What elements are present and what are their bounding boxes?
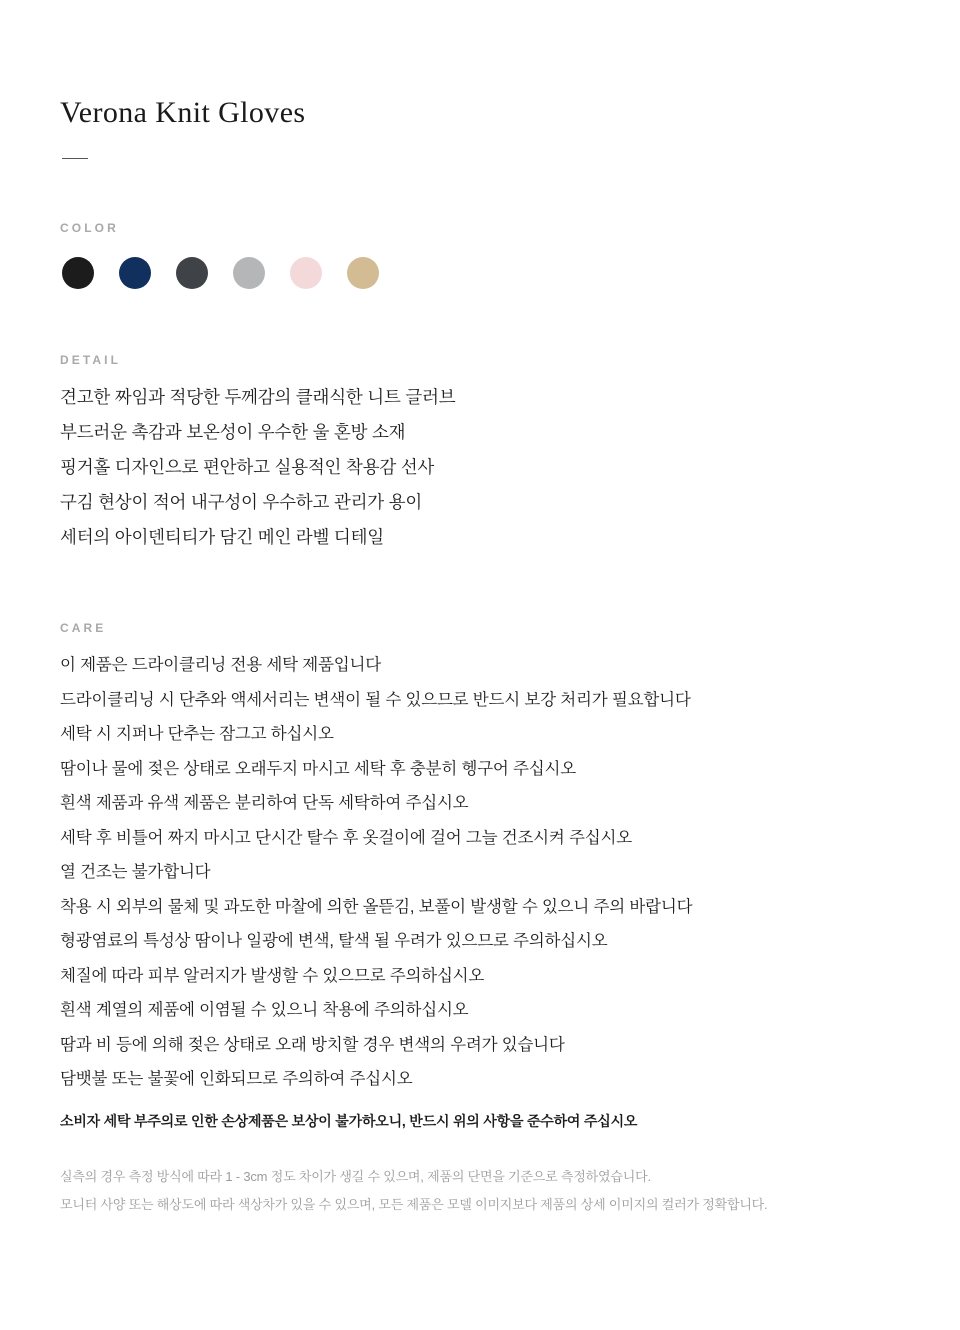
list-item: 땀이나 물에 젖은 상태로 오래두지 마시고 세탁 후 충분히 헹구어 주십시오 — [60, 759, 577, 778]
list-item: 핑거홀 디자인으로 편안하고 실용적인 착용감 선사 — [60, 457, 435, 477]
color-swatch-pale-pink[interactable] — [290, 257, 322, 289]
care-section — [60, 621, 900, 1131]
list-item: 견고한 짜임과 적당한 두께감의 클래식한 니트 글러브 — [60, 387, 456, 407]
list-item: 착용 시 외부의 물체 및 과도한 마찰에 의한 올뜯김, 보풀이 발생할 수 있으니 주의 바랍니다 — [60, 897, 693, 916]
care-section-label: CARE — [60, 621, 107, 635]
footnote-measurement: 실측의 경우 측정 방식에 따라 1 - 3cm 정도 차이가 생길 수 있으며, 제품의 단면을 기준으로 측정하였습니다. — [60, 1168, 651, 1184]
color-swatch-light-gray[interactable] — [233, 257, 265, 289]
detail-section — [60, 353, 900, 555]
list-item: 드라이클리닝 시 단추와 액세서리는 변색이 될 수 있으므로 반드시 보강 처리가 필요합니다 — [60, 690, 691, 709]
color-swatch-charcoal[interactable] — [176, 257, 208, 289]
footnotes — [60, 1166, 900, 1215]
color-section — [60, 221, 900, 289]
color-swatch-black[interactable] — [62, 257, 94, 289]
list-item: 체질에 따라 피부 알러지가 발생할 수 있으므로 주의하십시오 — [60, 966, 485, 985]
color-swatch-beige[interactable] — [347, 257, 379, 289]
list-item: 부드러운 촉감과 보온성이 우수한 울 혼방 소재 — [60, 422, 406, 442]
detail-section-label: DETAIL — [60, 353, 122, 367]
footnote-color: 모니터 사양 또는 해상도에 따라 색상차가 있을 수 있으며, 모든 제품은 모델 이미지보다 제품의 상세 이미지의 컬러가 정확합니다. — [60, 1196, 768, 1212]
color-section-label: COLOR — [60, 221, 119, 235]
title-divider — [62, 158, 88, 159]
detail-list — [60, 380, 900, 555]
list-item: 흰색 제품과 유색 제품은 분리하여 단독 세탁하여 주십시오 — [60, 794, 469, 812]
list-item: 형광염료의 특성상 땀이나 일광에 변색, 탈색 될 우려가 있으므로 주의하십시오 — [60, 932, 608, 950]
list-item: 세탁 시 지퍼나 단추는 잠그고 하십시오 — [60, 725, 334, 743]
list-item: 이 제품은 드라이클리닝 전용 세탁 제품입니다 — [60, 656, 381, 674]
list-item: 담뱃불 또는 불꽃에 인화되므로 주의하여 주십시오 — [60, 1070, 413, 1088]
list-item: 세터의 아이덴티티가 담긴 메인 라벨 디테일 — [60, 527, 384, 547]
list-item: 열 건조는 불가합니다 — [60, 863, 211, 881]
page-title: Verona Knit Gloves — [60, 96, 306, 129]
list-item: 세탁 후 비틀어 짜지 마시고 단시간 탈수 후 옷걸이에 걸어 그늘 건조시켜 주십시오 — [60, 828, 632, 847]
list-item: 땀과 비 등에 의해 젖은 상태로 오래 방치할 경우 변색의 우려가 있습니다 — [60, 1035, 565, 1054]
list-item: 구김 현상이 적어 내구성이 우수하고 관리가 용이 — [60, 492, 423, 512]
care-list — [60, 648, 900, 1097]
care-notice: 소비자 세탁 부주의로 인한 손상제품은 보상이 불가하오니, 반드시 위의 사항을 준수하여 주십시오 — [60, 1112, 638, 1129]
color-swatch-list — [62, 257, 900, 289]
list-item: 흰색 계열의 제품에 이염될 수 있으니 착용에 주의하십시오 — [60, 1001, 469, 1019]
color-swatch-navy[interactable] — [119, 257, 151, 289]
